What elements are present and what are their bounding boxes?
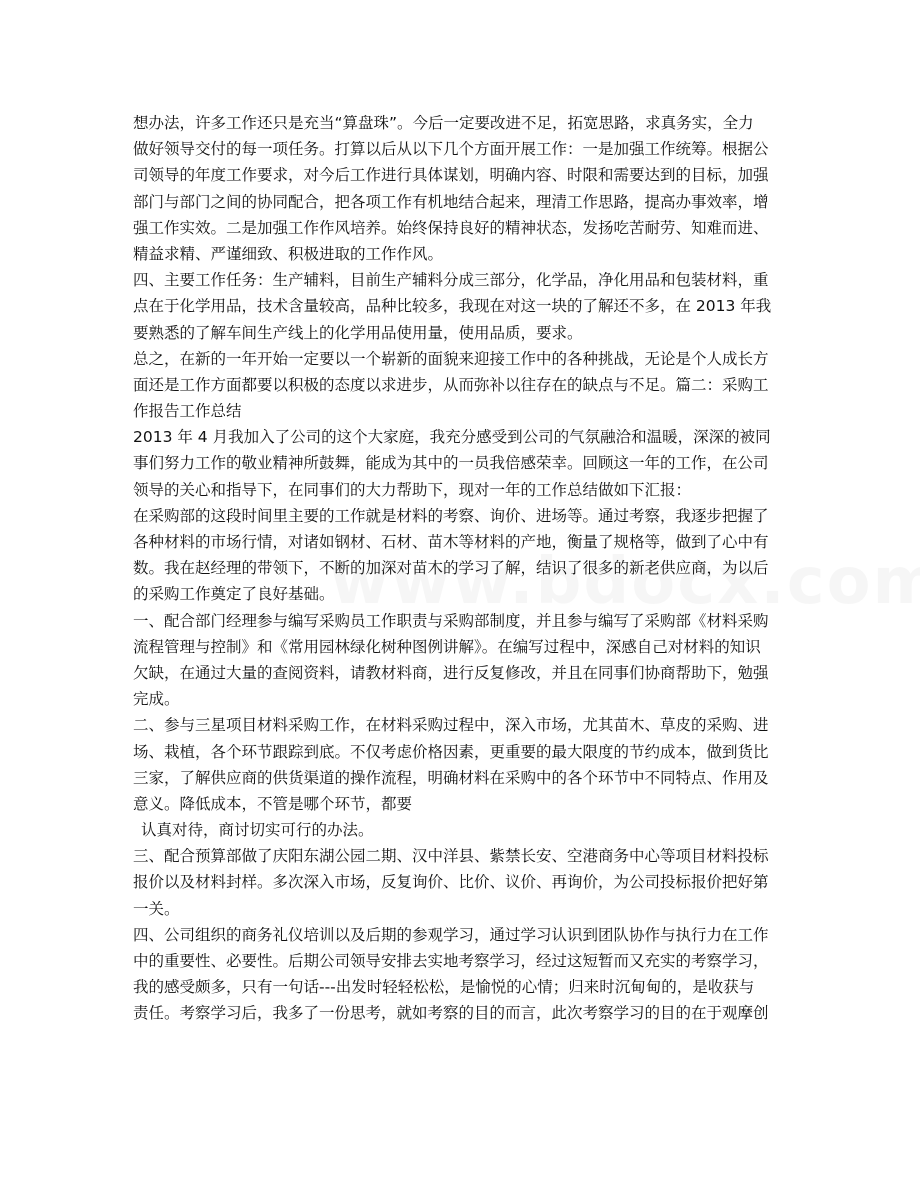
text-line: 欠缺，在通过大量的查阅资料，请教材料商，进行反复修改，并且在同事们协商帮助下，勉强 [133,663,769,682]
text-line: 完成。 [133,690,180,709]
text-line: 责任。考察学习后，我多了一份思考，就如考察的目的而言，此次考察学习的目的在于观摩创 [133,1004,769,1023]
text-line: 四、主要工作任务：生产辅料，目前生产辅料分成三部分，化学品，净化用品和包装材料，重 [133,271,769,290]
text-line: 流程管理与控制》和《常用园林绿化树种图例讲解》。在编写过程中，深感自己对材料的知识 [133,637,761,656]
text-line: 领导的关心和指导下，在同事们的大力帮助下，现对一年的工作总结做如下汇报： [133,480,692,499]
text-line: 数。我在赵经理的带领下，不断的加深对苗木的学习了解，结识了很多的新老供应商，为以后 [133,559,769,578]
text-line: 强工作实效。二是加强工作作风培养。始终保持良好的精神状态，发扬吃苦耐劳、知难而进、 [133,218,769,237]
text-line: 中的重要性、必要性。后期公司领导安排去实地考察学习，经过这短暂而又充实的考察学习， [133,952,769,970]
text-line: 作报告工作总结 [133,402,242,421]
text-line: 认真对待，商讨切实可行的办法。 [141,821,374,840]
text-line: 总之，在新的一年开始一定要以一个崭新的面貌来迎接工作中的各种挑战，无论是个人成长方 [133,349,769,368]
text-line: 三家，了解供应商的供货渠道的操作流程，明确材料在采购中的各个环节中不同特点、作用及 [133,768,769,787]
document-body [133,110,799,1027]
text-line: 部门与部门之间的协同配合，把各项工作有机地结合起来，理清工作思路，提高办事效率，增 [133,192,769,211]
text-line: 我的感受颇多，只有一句话---出发时轻轻松松，是愉悦的心情；归来时沉甸甸的，是收获与 [133,978,755,997]
text-line: 一、配合部门经理参与编写采购员工作职责与采购部制度，并且参与编写了采购部《材料采购 [133,611,769,630]
text-line: 一关。 [133,899,180,918]
text-line: 要熟悉的了解车间生产线上的化学用品使用量，使用品质，要求。 [133,323,583,342]
text-line: 2013 年 4 月我加入了公司的这个大家庭，我充分感受到公司的气氛融洽和温暖，深深的被同 [133,428,771,447]
text-line: 事们努力工作的敬业精神所鼓舞，能成为其中的一员我倍感荣幸。回顾这一年的工作，在公司 [133,454,769,473]
text-line: 的采购工作奠定了良好基础。 [133,585,335,604]
text-line: 司领导的年度工作要求，对今后工作进行具体谋划，明确内容、时限和需要达到的目标，加强 [133,166,769,185]
text-line: 四、公司组织的商务礼仪培训以及后期的参观学习，通过学习认识到团队协作与执行力在工作 [133,925,769,944]
text-line: 报价以及材料封样。多次深入市场，反复询价、比价、议价、再询价，为公司投标报价把好第 [133,873,769,892]
text-line: 意义。降低成本，不管是哪个环节，都要 [133,794,413,813]
text-line: 在采购部的这段时间里主要的工作就是材料的考察、询价、进场等。通过考察，我逐步把握了 [133,506,769,525]
text-line: 各种材料的市场行情，对诸如钢材、石材、苗木等材料的产地，衡量了规格等，做到了心中有 [133,533,769,551]
text-line: 场、栽植，各个环节跟踪到底。不仅考虑价格因素，更重要的最大限度的节约成本，做到货比 [133,742,769,761]
text-line: 点在于化学用品，技术含量较高，品种比较多，我现在对这一块的了解还不多，在 2013 年我 [133,297,772,316]
text-line: 想办法，许多工作还只是充当“算盘珠”。今后一定要改进不足，拓宽思路，求真务实，全力 [133,114,754,132]
text-line: 面还是工作方面都要以积极的态度以求进步，从而弥补以往存在的缺点与不足。篇二：采购工 [133,375,769,394]
text-line: 做好领导交付的每一项任务。打算以后从以下几个方面开展工作：一是加强工作统筹。根据公 [133,140,769,159]
text-line: 精益求精、严谨细致、积极进取的工作作风。 [133,244,444,263]
text-line: 二、参与三星项目材料采购工作，在材料采购过程中，深入市场，尤其苗木、草皮的采购、进 [133,716,769,735]
text-line: 三、配合预算部做了庆阳东湖公园二期、汉中洋县、紫禁长安、空港商务中心等项目材料投标 [133,847,769,866]
